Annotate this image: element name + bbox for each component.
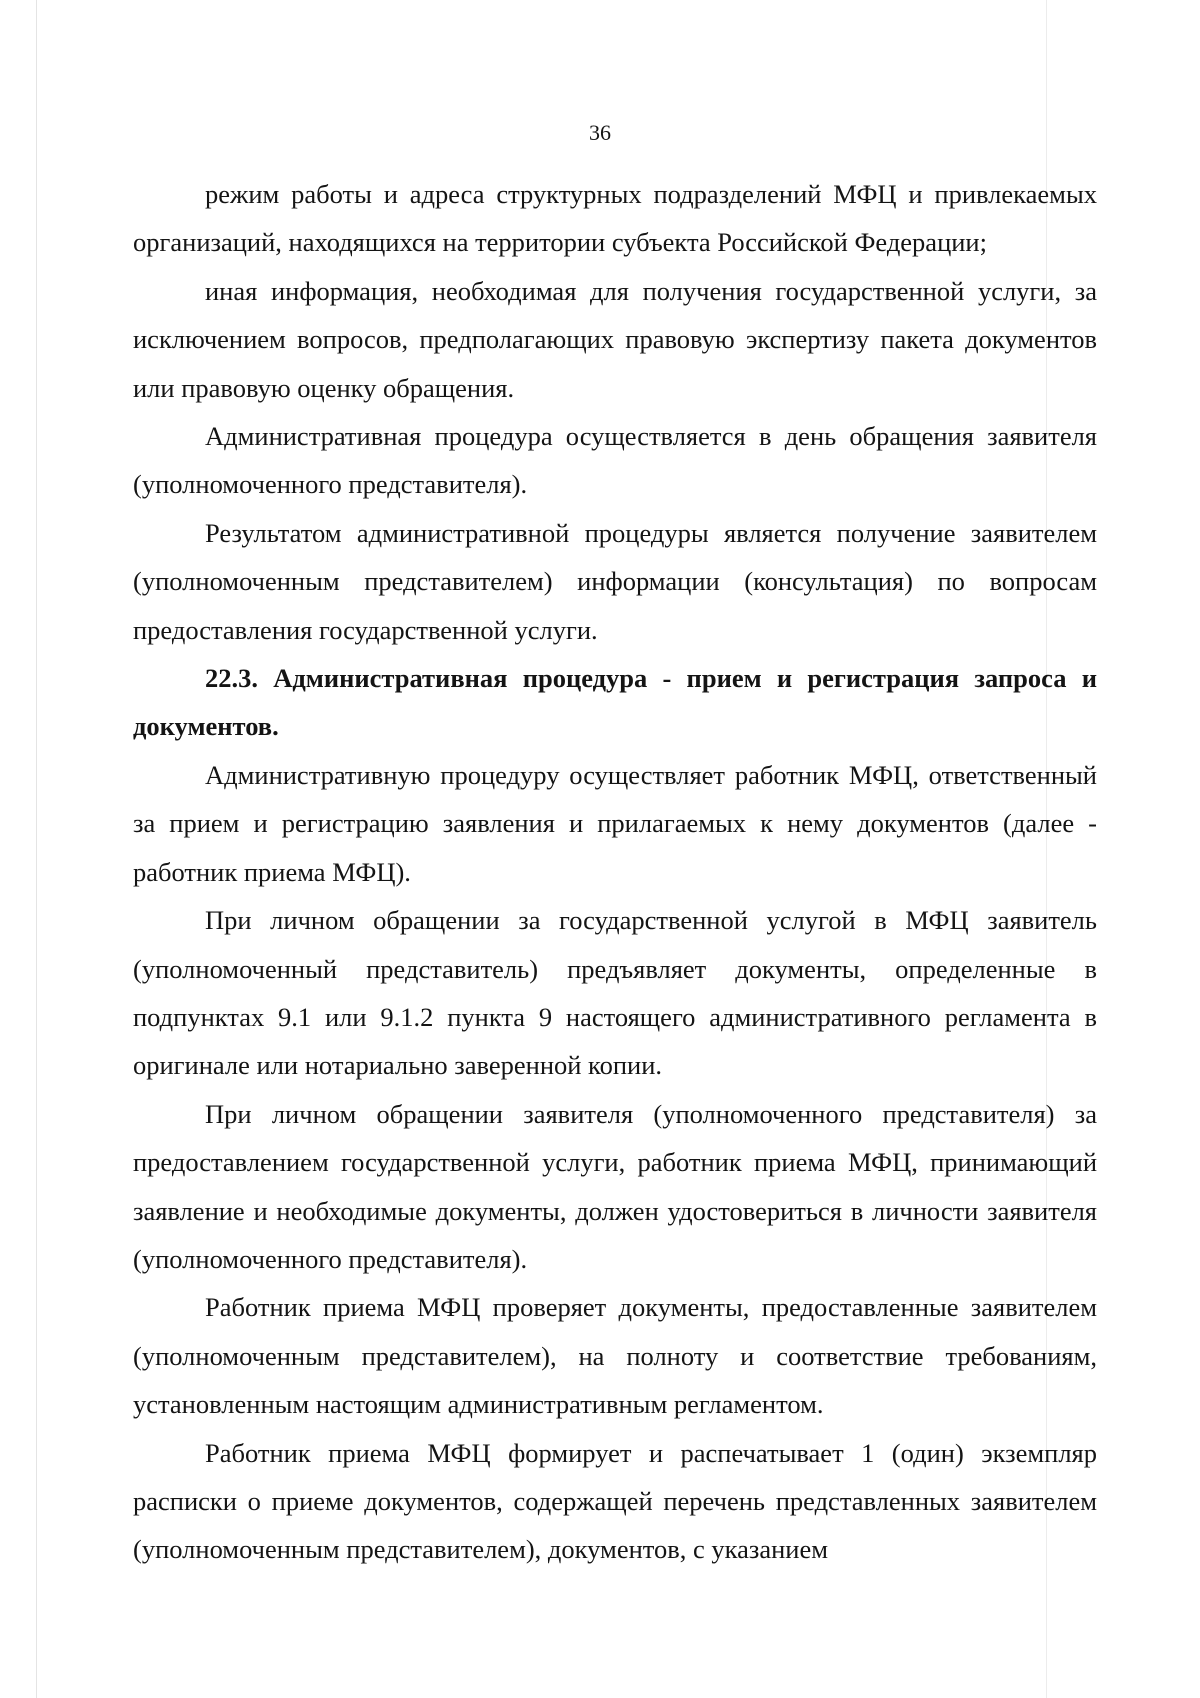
paragraph-procedure-result: Результатом административной процедуры является получение заявителем (уполномоченным представителем) информации (консультация) по вопросам предоставления государственной услуги. [133,517,1097,645]
document-body [133,170,1097,1574]
scan-edge-left [36,0,37,1698]
paragraph-personal-visit-documents: При личном обращении за государственной услугой в МФЦ заявитель (уполномоченный представитель) предъявляет документы, определенные в подпунктах 9.1 или 9.1.2 пункта 9 настоящего административного регламента в оригинале или нотариально заверенной копии. [133,905,1097,1081]
paragraph-document-check: Работник приема МФЦ проверяет документы, предоставленные заявителем (уполномоченным представителем), на полноту и соответствие требованиям, установленным настоящим административным регламентом. [133,1292,1097,1420]
section-heading-22-3: 22.3. Административная процедура - прием и регистрация запроса и документов. [133,663,1097,742]
paragraph-other-info: иная информация, необходимая для получения государственной услуги, за исключением вопросов, предполагающих правовую экспертизу пакета документов или правовую оценку обращения. [133,275,1097,403]
paragraph-procedure-day: Административная процедура осуществляется в день обращения заявителя (уполномоченного представителя). [133,421,1097,500]
paragraph-work-hours: режим работы и адреса структурных подразделений МФЦ и привлекаемых организаций, находящихся на территории субъекта Российской Федерации; [133,179,1097,258]
paragraph-identity-check: При личном обращении заявителя (уполномоченного представителя) за предоставлением государственной услуги, работник приема МФЦ, принимающий заявление и необходимые документы, должен удостовериться в личности заявителя (уполномоченного представителя). [133,1098,1097,1274]
paragraph-receipt: Работник приема МФЦ формирует и распечатывает 1 (один) экземпляр расписки о приеме документов, содержащей перечень представленных заявителем (уполномоченным представителем), документов, с указанием [133,1437,1097,1565]
page-number: 36 [589,120,611,145]
paragraph-responsible-worker: Административную процедуру осуществляет работник МФЦ, ответственный за прием и регистрацию заявления и прилагаемых к нему документов (далее - работник приема МФЦ). [133,759,1097,887]
